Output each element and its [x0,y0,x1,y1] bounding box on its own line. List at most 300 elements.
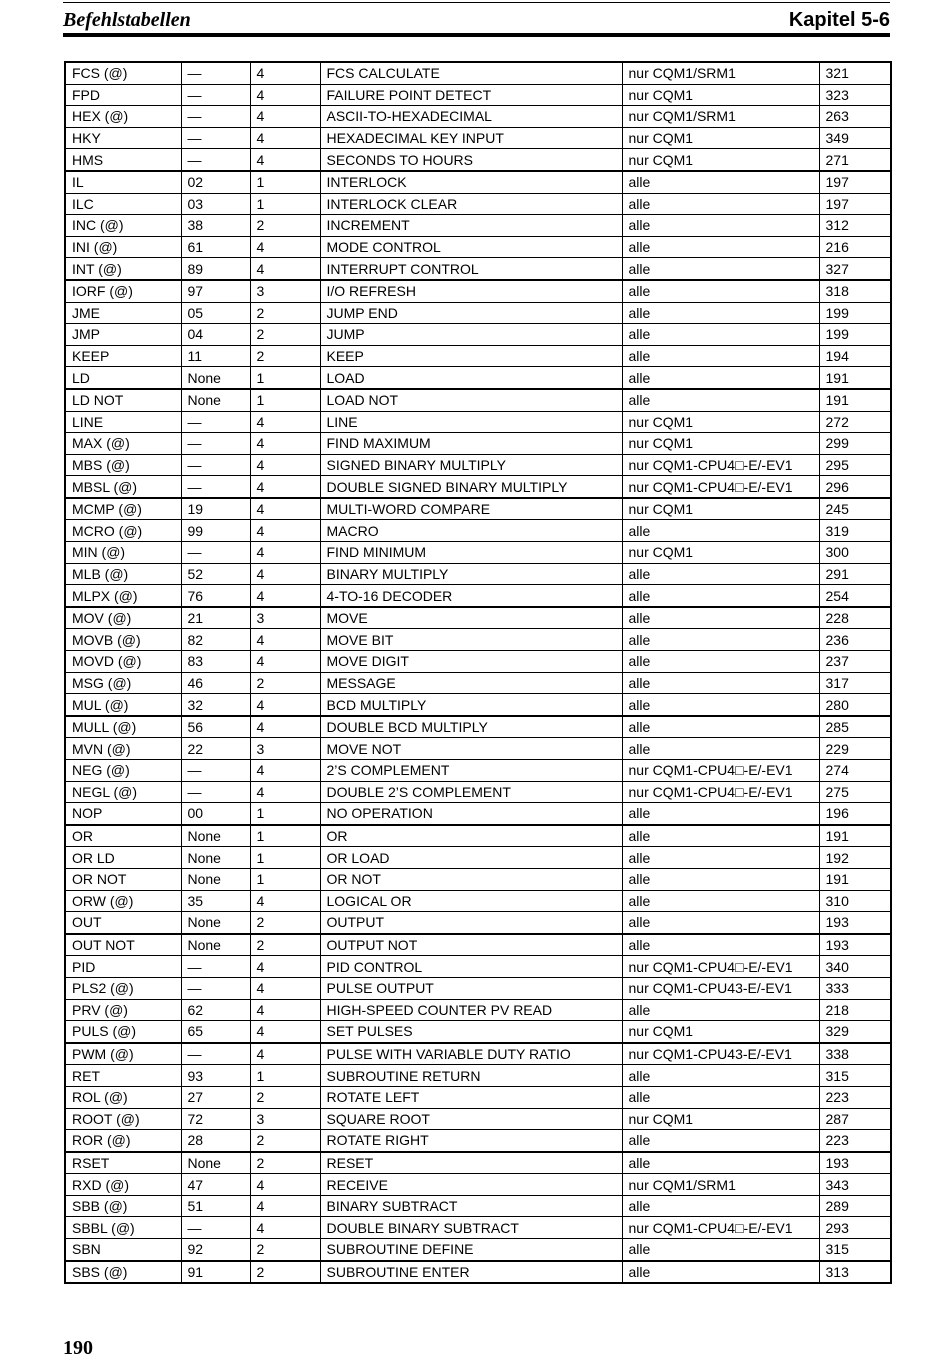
table-row [65,1261,891,1284]
mnemonic-cell: LD NOT [65,389,181,411]
plc-models-cell: nur CQM1 [622,84,819,106]
instruction-name-cell: I/O REFRESH [320,280,622,302]
instruction-name-cell: INTERLOCK [320,171,622,193]
page-ref-cell: 191 [819,825,891,847]
mnemonic-cell: NEG (@) [65,760,181,782]
page-ref-cell: 194 [819,345,891,367]
function-code-cell: 61 [181,236,250,258]
instruction-name-cell: MOVE [320,607,622,629]
section-title: Befehlstabellen [63,9,191,31]
words-cell: 1 [250,868,320,890]
table-row [65,411,891,433]
words-cell: 1 [250,389,320,411]
instruction-name-cell: 2’S COMPLEMENT [320,760,622,782]
plc-models-cell: alle [622,607,819,629]
instruction-name-cell: 4-TO-16 DECODER [320,585,622,607]
page-ref-cell: 237 [819,651,891,673]
mnemonic-cell: HMS [65,149,181,171]
function-code-cell: — [181,84,250,106]
function-code-cell: 65 [181,1021,250,1043]
page-ref-cell: 317 [819,672,891,694]
instruction-name-cell: OR LOAD [320,847,622,869]
page-ref-cell: 271 [819,149,891,171]
plc-models-cell: alle [622,803,819,825]
page-ref-cell: 329 [819,1021,891,1043]
page-ref-cell: 196 [819,803,891,825]
function-code-cell: None [181,1152,250,1174]
mnemonic-cell: MULL (@) [65,716,181,738]
function-code-cell: 38 [181,215,250,237]
table-row [65,781,891,803]
table-row [65,302,891,324]
mnemonic-cell: LD [65,367,181,389]
plc-models-cell: nur CQM1-CPU4□-E/-EV1 [622,956,819,978]
plc-models-cell: alle [622,585,819,607]
page-ref-cell: 315 [819,1065,891,1087]
table-row [65,542,891,564]
plc-models-cell: alle [622,1130,819,1152]
table-row [65,803,891,825]
function-code-cell: — [181,62,250,84]
instruction-name-cell: LINE [320,411,622,433]
table-row [65,890,891,912]
plc-models-cell: alle [622,1195,819,1217]
table-row [65,694,891,716]
function-code-cell: 11 [181,345,250,367]
mnemonic-cell: PULS (@) [65,1021,181,1043]
plc-models-cell: nur CQM1-CPU43-E/-EV1 [622,977,819,999]
instruction-name-cell: RECEIVE [320,1174,622,1196]
table-row [65,956,891,978]
mnemonic-cell: FCS (@) [65,62,181,84]
instruction-name-cell: DOUBLE SIGNED BINARY MULTIPLY [320,476,622,498]
mnemonic-cell: JME [65,302,181,324]
page-ref-cell: 327 [819,258,891,280]
mnemonic-cell: OR LD [65,847,181,869]
instruction-name-cell: DOUBLE BINARY SUBTRACT [320,1217,622,1239]
mnemonic-cell: ILC [65,193,181,215]
function-code-cell: — [181,760,250,782]
instruction-name-cell: JUMP [320,324,622,346]
page-ref-cell: 218 [819,999,891,1021]
function-code-cell: 22 [181,738,250,760]
plc-models-cell: alle [622,629,819,651]
function-code-cell: 28 [181,1130,250,1152]
words-cell: 4 [250,84,320,106]
function-code-cell: 83 [181,651,250,673]
words-cell: 2 [250,1086,320,1108]
words-cell: 3 [250,280,320,302]
words-cell: 2 [250,1261,320,1284]
plc-models-cell: alle [622,236,819,258]
words-cell: 4 [250,1195,320,1217]
function-code-cell: None [181,367,250,389]
table-row [65,498,891,520]
plc-models-cell: nur CQM1-CPU4□-E/-EV1 [622,781,819,803]
page-ref-cell: 191 [819,389,891,411]
instruction-name-cell: MULTI-WORD COMPARE [320,498,622,520]
mnemonic-cell: PLS2 (@) [65,977,181,999]
mnemonic-cell: PRV (@) [65,999,181,1021]
words-cell: 1 [250,171,320,193]
function-code-cell: — [181,433,250,455]
words-cell: 2 [250,1152,320,1174]
instruction-name-cell: MODE CONTROL [320,236,622,258]
mnemonic-cell: ORW (@) [65,890,181,912]
instruction-name-cell: ROTATE LEFT [320,1086,622,1108]
function-code-cell: 02 [181,171,250,193]
words-cell: 4 [250,411,320,433]
function-code-cell: 92 [181,1239,250,1261]
table-row [65,389,891,411]
table-row [65,672,891,694]
words-cell: 2 [250,934,320,956]
function-code-cell: — [181,149,250,171]
table-row [65,258,891,280]
page-ref-cell: 285 [819,716,891,738]
words-cell: 2 [250,1130,320,1152]
plc-models-cell: alle [622,193,819,215]
table-row [65,585,891,607]
plc-models-cell: alle [622,1261,819,1284]
function-code-cell: None [181,389,250,411]
mnemonic-cell: MLPX (@) [65,585,181,607]
function-code-cell: 05 [181,302,250,324]
header-rule-top [63,2,890,3]
words-cell: 4 [250,62,320,84]
plc-models-cell: alle [622,1152,819,1174]
page-ref-cell: 223 [819,1086,891,1108]
words-cell: 3 [250,607,320,629]
table-row [65,454,891,476]
table-row [65,1086,891,1108]
page-ref-cell: 223 [819,1130,891,1152]
plc-models-cell: alle [622,258,819,280]
function-code-cell: None [181,912,250,934]
instruction-name-cell: SIGNED BINARY MULTIPLY [320,454,622,476]
function-code-cell: 56 [181,716,250,738]
function-code-cell: 62 [181,999,250,1021]
instruction-name-cell: FCS CALCULATE [320,62,622,84]
function-code-cell: — [181,956,250,978]
mnemonic-cell: PWM (@) [65,1043,181,1065]
table-row [65,62,891,84]
function-code-cell: — [181,127,250,149]
table-row [65,367,891,389]
words-cell: 4 [250,433,320,455]
page-ref-cell: 323 [819,84,891,106]
table-row [65,629,891,651]
words-cell: 4 [250,760,320,782]
table-row [65,215,891,237]
mnemonic-cell: SBBL (@) [65,1217,181,1239]
page-ref-cell: 287 [819,1108,891,1130]
table-row [65,760,891,782]
mnemonic-cell: OR NOT [65,868,181,890]
mnemonic-cell: INI (@) [65,236,181,258]
mnemonic-cell: MLB (@) [65,563,181,585]
instruction-name-cell: DOUBLE BCD MULTIPLY [320,716,622,738]
page-ref-cell: 312 [819,215,891,237]
table-row [65,1021,891,1043]
words-cell: 3 [250,1108,320,1130]
table-row [65,651,891,673]
plc-models-cell: alle [622,1239,819,1261]
function-code-cell: 97 [181,280,250,302]
mnemonic-cell: MSG (@) [65,672,181,694]
table-row [65,977,891,999]
table-row [65,912,891,934]
plc-models-cell: nur CQM1-CPU4□-E/-EV1 [622,454,819,476]
page-ref-cell: 293 [819,1217,891,1239]
mnemonic-cell: JMP [65,324,181,346]
page-ref-cell: 321 [819,62,891,84]
mnemonic-cell: MVN (@) [65,738,181,760]
plc-models-cell: alle [622,324,819,346]
words-cell: 4 [250,716,320,738]
function-code-cell: 93 [181,1065,250,1087]
words-cell: 4 [250,999,320,1021]
function-code-cell: — [181,977,250,999]
page-ref-cell: 229 [819,738,891,760]
instruction-name-cell: HIGH-SPEED COUNTER PV READ [320,999,622,1021]
function-code-cell: — [181,454,250,476]
mnemonic-cell: HEX (@) [65,106,181,128]
page-ref-cell: 192 [819,847,891,869]
function-code-cell: — [181,781,250,803]
function-code-cell: None [181,847,250,869]
page-ref-cell: 193 [819,934,891,956]
plc-models-cell: nur CQM1-CPU43-E/-EV1 [622,1043,819,1065]
words-cell: 4 [250,956,320,978]
table-row [65,1152,891,1174]
page-number: 190 [63,1337,93,1359]
table-row [65,149,891,171]
words-cell: 4 [250,651,320,673]
words-cell: 4 [250,520,320,542]
mnemonic-cell: MOV (@) [65,607,181,629]
page-ref-cell: 319 [819,520,891,542]
table-row [65,280,891,302]
words-cell: 2 [250,215,320,237]
plc-models-cell: nur CQM1 [622,542,819,564]
page-ref-cell: 245 [819,498,891,520]
function-code-cell: 21 [181,607,250,629]
page-ref-cell: 193 [819,912,891,934]
words-cell: 4 [250,106,320,128]
page-ref-cell: 310 [819,890,891,912]
function-code-cell: — [181,106,250,128]
table-row [65,999,891,1021]
table-row [65,127,891,149]
mnemonic-cell: RXD (@) [65,1174,181,1196]
instruction-name-cell: RESET [320,1152,622,1174]
words-cell: 4 [250,236,320,258]
table-row [65,520,891,542]
page-ref-cell: 191 [819,868,891,890]
instruction-name-cell: LOAD [320,367,622,389]
function-code-cell: 52 [181,563,250,585]
function-code-cell: — [181,411,250,433]
words-cell: 4 [250,694,320,716]
function-code-cell: 99 [181,520,250,542]
function-code-cell: 76 [181,585,250,607]
table-row [65,1174,891,1196]
mnemonic-cell: MCRO (@) [65,520,181,542]
instruction-table-body [65,62,891,1283]
instruction-name-cell: INCREMENT [320,215,622,237]
table-row [65,345,891,367]
function-code-cell: 47 [181,1174,250,1196]
table-row [65,738,891,760]
page-ref-cell: 228 [819,607,891,629]
words-cell: 4 [250,542,320,564]
page-ref-cell: 315 [819,1239,891,1261]
instruction-name-cell: NO OPERATION [320,803,622,825]
page-ref-cell: 193 [819,1152,891,1174]
page-ref-cell: 295 [819,454,891,476]
plc-models-cell: alle [622,672,819,694]
instruction-name-cell: KEEP [320,345,622,367]
table-row [65,1043,891,1065]
function-code-cell: 32 [181,694,250,716]
instruction-name-cell: MOVE DIGIT [320,651,622,673]
page-ref-cell: 296 [819,476,891,498]
instruction-name-cell: MESSAGE [320,672,622,694]
words-cell: 4 [250,258,320,280]
instruction-name-cell: MOVE BIT [320,629,622,651]
page-ref-cell: 254 [819,585,891,607]
function-code-cell: None [181,868,250,890]
plc-models-cell: nur CQM1 [622,1108,819,1130]
mnemonic-cell: OUT NOT [65,934,181,956]
function-code-cell: — [181,542,250,564]
mnemonic-cell: OR [65,825,181,847]
instruction-name-cell: DOUBLE 2’S COMPLEMENT [320,781,622,803]
words-cell: 4 [250,1021,320,1043]
instruction-name-cell: MACRO [320,520,622,542]
page-ref-cell: 291 [819,563,891,585]
plc-models-cell: alle [622,651,819,673]
instruction-name-cell: OR [320,825,622,847]
mnemonic-cell: SBS (@) [65,1261,181,1284]
mnemonic-cell: IORF (@) [65,280,181,302]
page-ref-cell: 289 [819,1195,891,1217]
plc-models-cell: alle [622,934,819,956]
table-row [65,934,891,956]
plc-models-cell: alle [622,999,819,1021]
instruction-name-cell: PID CONTROL [320,956,622,978]
plc-models-cell: nur CQM1-CPU4□-E/-EV1 [622,476,819,498]
plc-models-cell: nur CQM1/SRM1 [622,1174,819,1196]
mnemonic-cell: MOVD (@) [65,651,181,673]
table-row [65,607,891,629]
instruction-name-cell: PULSE WITH VARIABLE DUTY RATIO [320,1043,622,1065]
page-ref-cell: 299 [819,433,891,455]
page-ref-cell: 216 [819,236,891,258]
page-ref-cell: 197 [819,193,891,215]
words-cell: 4 [250,498,320,520]
words-cell: 4 [250,454,320,476]
page-ref-cell: 199 [819,324,891,346]
instruction-name-cell: SQUARE ROOT [320,1108,622,1130]
words-cell: 4 [250,563,320,585]
plc-models-cell: alle [622,868,819,890]
instruction-table [64,61,892,1284]
words-cell: 2 [250,1239,320,1261]
words-cell: 1 [250,847,320,869]
words-cell: 4 [250,149,320,171]
table-row [65,433,891,455]
words-cell: 2 [250,912,320,934]
table-row [65,1195,891,1217]
function-code-cell: 72 [181,1108,250,1130]
words-cell: 1 [250,825,320,847]
mnemonic-cell: NOP [65,803,181,825]
page-ref-cell: 191 [819,367,891,389]
words-cell: 1 [250,193,320,215]
table-row [65,171,891,193]
instruction-name-cell: HEXADECIMAL KEY INPUT [320,127,622,149]
page-ref-cell: 318 [819,280,891,302]
page-ref-cell: 197 [819,171,891,193]
page-ref-cell: 349 [819,127,891,149]
words-cell: 4 [250,629,320,651]
instruction-name-cell: INTERLOCK CLEAR [320,193,622,215]
function-code-cell: 00 [181,803,250,825]
instruction-name-cell: OUTPUT NOT [320,934,622,956]
words-cell: 1 [250,803,320,825]
words-cell: 4 [250,127,320,149]
words-cell: 3 [250,738,320,760]
table-row [65,716,891,738]
plc-models-cell: nur CQM1-CPU4□-E/-EV1 [622,1217,819,1239]
plc-models-cell: nur CQM1 [622,127,819,149]
plc-models-cell: alle [622,825,819,847]
table-row [65,106,891,128]
mnemonic-cell: ROOT (@) [65,1108,181,1130]
page-ref-cell: 343 [819,1174,891,1196]
words-cell: 2 [250,672,320,694]
instruction-name-cell: MOVE NOT [320,738,622,760]
words-cell: 4 [250,977,320,999]
plc-models-cell: alle [622,520,819,542]
plc-models-cell: alle [622,345,819,367]
words-cell: 2 [250,324,320,346]
instruction-name-cell: INTERRUPT CONTROL [320,258,622,280]
function-code-cell: — [181,476,250,498]
table-row [65,324,891,346]
instruction-name-cell: SECONDS TO HOURS [320,149,622,171]
page-ref-cell: 274 [819,760,891,782]
function-code-cell: 82 [181,629,250,651]
page-ref-cell: 340 [819,956,891,978]
words-cell: 4 [250,890,320,912]
words-cell: 4 [250,585,320,607]
page-header [63,0,890,40]
function-code-cell: 51 [181,1195,250,1217]
function-code-cell: 46 [181,672,250,694]
plc-models-cell: nur CQM1 [622,498,819,520]
plc-models-cell: alle [622,215,819,237]
page-ref-cell: 338 [819,1043,891,1065]
instruction-name-cell: BINARY MULTIPLY [320,563,622,585]
plc-models-cell: alle [622,367,819,389]
mnemonic-cell: ROL (@) [65,1086,181,1108]
mnemonic-cell: KEEP [65,345,181,367]
plc-models-cell: alle [622,1086,819,1108]
table-row [65,1108,891,1130]
